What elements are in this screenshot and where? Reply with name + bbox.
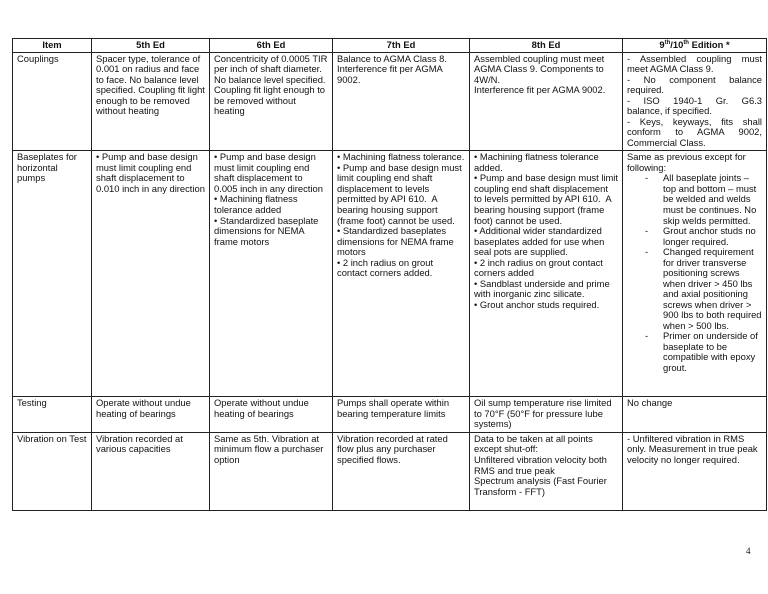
- cell-line: Interference fit per AGMA 9002.: [474, 84, 606, 96]
- cell-line: conform to AGMA 9002,: [627, 126, 762, 138]
- cell-6th-ed: Operate without undue heating of bearings: [210, 397, 333, 433]
- table-row-baseplates: [13, 151, 767, 397]
- cell-7th-ed: Vibration recorded at rated flow plus any purchaser specified flows.: [333, 432, 470, 510]
- table-row-couplings: [13, 52, 767, 151]
- table-row-vibration: [13, 432, 767, 510]
- list-item: - Primer on underside of baseplate to be compatible with epoxy grout.: [645, 331, 762, 373]
- cell-item: Baseplates for horizontal pumps: [13, 151, 92, 397]
- cell-6th-ed: [210, 151, 333, 397]
- cell-line: • Additional wider standardized baseplates added for use when seal pots are supplied.: [474, 225, 607, 258]
- cell-line: Same as previous except for following:: [627, 151, 749, 173]
- cell-line: • Pump and base design must limit coupling end shaft displacement to levels permitted by API 610. A bearing housing support (frame foot) cannot be used.: [337, 161, 465, 226]
- cell-item: Vibration on Test: [13, 432, 92, 510]
- cell-item: Testing: [13, 397, 92, 433]
- cell-6th-ed: Concentricity of 0.0005 TIR per inch of shaft diameter. No balance level specified. Coupling fit light enough to be removed without heating: [210, 52, 333, 151]
- page-number: 4: [746, 546, 751, 556]
- cell-line: Data to be taken at all points except shut-off:: [474, 432, 596, 455]
- cell-line: • Pump and base design must limit coupling end shaft displacement to 0.005 inch in any direction: [214, 151, 323, 194]
- cell-8th-ed: [470, 151, 623, 397]
- header-6th-ed: 6th Ed: [210, 39, 333, 53]
- sub-list: [627, 173, 762, 373]
- cell-6th-ed: Same as 5th. Vibration at minimum flow a purchaser option: [210, 432, 333, 510]
- cell-9th-10th-ed: - Unfiltered vibration in RMS only. Measurement in true peak velocity no longer required.: [623, 432, 767, 510]
- edition-comparison-table: [12, 38, 767, 511]
- cell-7th-ed: Pumps shall operate within bearing temperature limits: [333, 397, 470, 433]
- table-row-testing: [13, 397, 767, 433]
- cell-line: - No component balance: [627, 73, 762, 85]
- list-item: - Changed requirement for driver transverse positioning screws when driver > 450 lbs and axial positioning screws when driver > 900 lbs to both required when > 500 lbs.: [645, 247, 762, 331]
- cell-line: • Grout anchor studs required.: [474, 298, 600, 310]
- cell-5th-ed: Spacer type, tolerance of 0.001 on radius and face to face. No balance level specified. Coupling fit light enough to be removed without heating: [92, 52, 210, 151]
- cell-8th-ed: [470, 52, 623, 151]
- cell-8th-ed: Oil sump temperature rise limited to 70°F (50°F for pressure lube systems): [470, 397, 623, 433]
- cell-item: Couplings: [13, 52, 92, 151]
- cell-line: Commercial Class.: [627, 136, 706, 148]
- cell-line: - Assembled coupling must: [627, 52, 762, 64]
- header-7th-ed: 7th Ed: [333, 39, 470, 53]
- table-header-row: [13, 39, 767, 53]
- header-5th-ed: 5th Ed: [92, 39, 210, 53]
- cell-line: Assembled coupling must meet AGMA Class 9. Components to 4W/N.: [474, 52, 607, 85]
- header-9th-10th-edition: 9th/10th Edition *: [623, 39, 767, 53]
- cell-5th-ed: Operate without undue heating of bearings: [92, 397, 210, 433]
- cell-line: - ISO 1940-1 Gr. G6.3: [627, 94, 762, 106]
- cell-line: • Standardized baseplates dimensions for NEMA frame motors: [337, 225, 457, 258]
- cell-7th-ed: Balance to AGMA Class 8. Interference fit per AGMA 9002.: [333, 52, 470, 151]
- cell-7th-ed: [333, 151, 470, 397]
- cell-9th-10th-ed: [623, 52, 767, 151]
- cell-9th-10th-ed: No change: [623, 397, 767, 433]
- cell-5th-ed: Vibration recorded at various capacities: [92, 432, 210, 510]
- cell-9th-10th-ed: [623, 151, 767, 397]
- list-item: - Grout anchor studs no longer required.: [645, 226, 762, 247]
- cell-line: • Standardized baseplate dimensions for NEMA frame motors: [214, 214, 322, 247]
- cell-line: • Machining flatness tolerance.: [337, 151, 465, 163]
- cell-line: - Keys, keyways, fits shall: [627, 115, 762, 127]
- cell-line: Unfiltered vibration velocity both RMS and true peak: [474, 453, 610, 476]
- cell-line: • 2 inch radius on grout contact corners added: [474, 256, 606, 279]
- cell-line: balance, if specified.: [627, 105, 712, 117]
- cell-line: meet AGMA Class 9.: [627, 63, 714, 75]
- cell-line: required.: [627, 84, 665, 96]
- cell-line: • Machining flatness tolerance added: [214, 193, 301, 215]
- list-item: - All baseplate joints – top and bottom – must be welded and welds must be continues. No skip welds permitted.: [645, 173, 762, 226]
- cell-line: Spectrum analysis (Fast Fourier Transform - FFT): [474, 475, 610, 497]
- cell-line: • 2 inch radius on grout contact corners added.: [337, 256, 436, 279]
- cell-8th-ed: [470, 432, 623, 510]
- cell-line: • Pump and base design must limit coupling end shaft displacement to levels permitted by API 610. A bearing housing support (frame foot) cannot be used.: [474, 172, 621, 226]
- header-8th-ed: 8th Ed: [470, 39, 623, 53]
- cell-5th-ed: • Pump and base design must limit coupling end shaft displacement to 0.010 inch in any direction: [92, 151, 210, 397]
- cell-line: • Sandblast underside and prime with inorganic zinc silicate.: [474, 277, 613, 300]
- header-item: Item: [13, 39, 92, 53]
- cell-line: • Machining flatness tolerance added.: [474, 151, 602, 173]
